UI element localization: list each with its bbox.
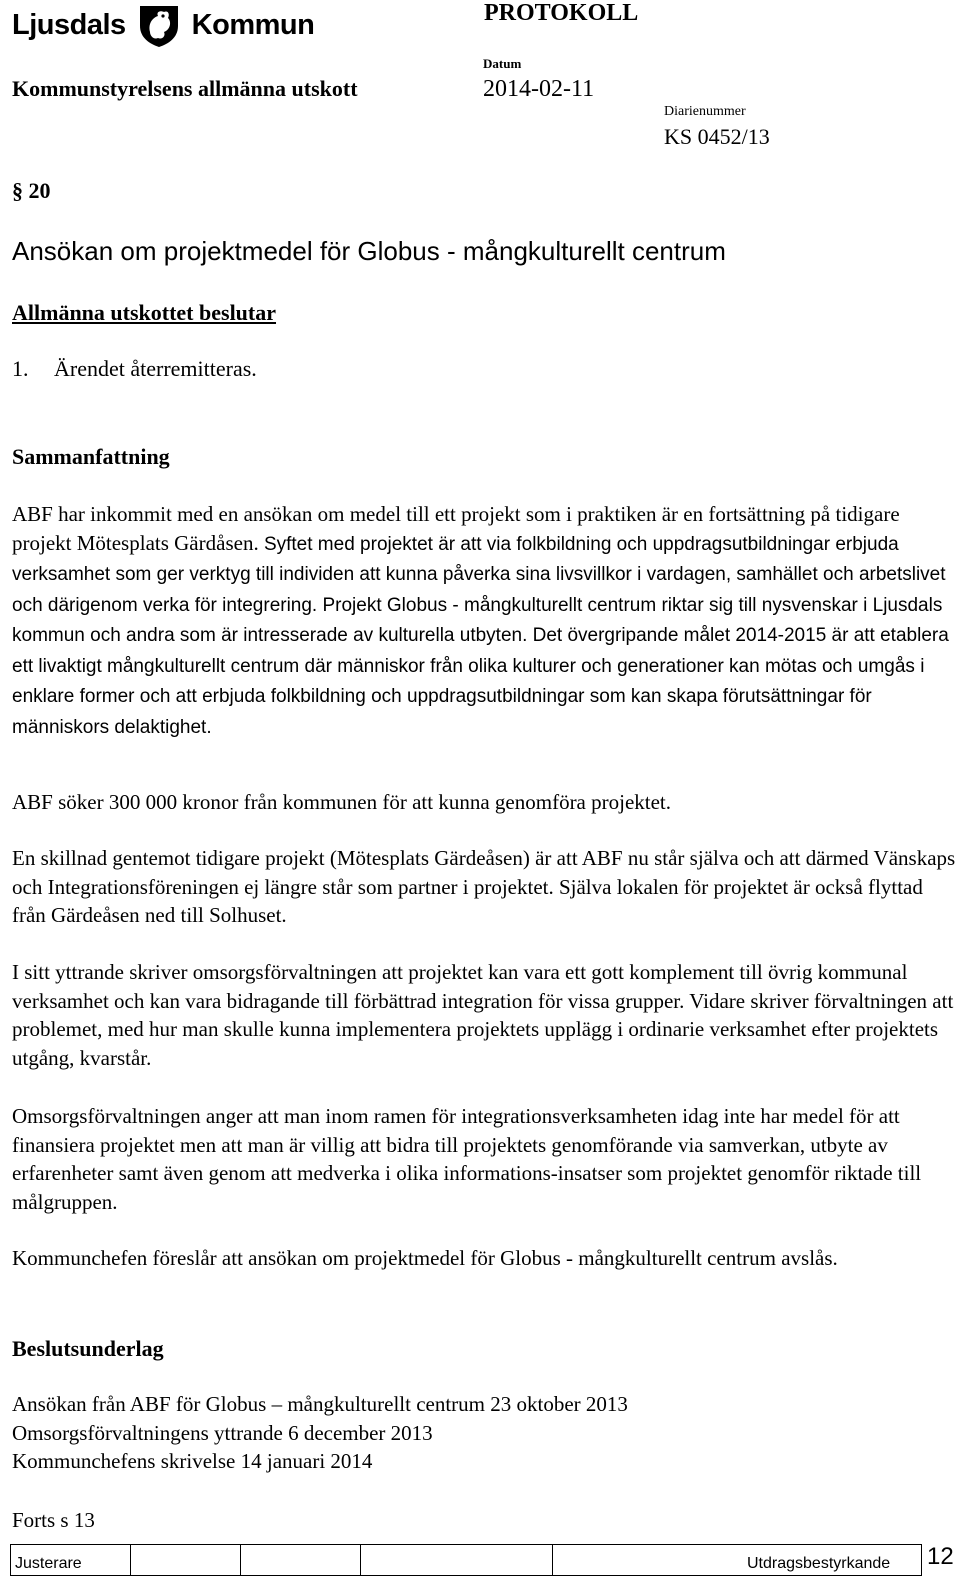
municipality-logo xyxy=(12,2,314,48)
footer-utdrag-cell xyxy=(553,1545,921,1575)
footer-signature-cell xyxy=(131,1545,241,1575)
summary-paragraph-2: ABF söker 300 000 kronor från kommunen för att kunna genomföra projektet. xyxy=(12,790,672,814)
footer-signature-cell xyxy=(361,1545,553,1575)
item-heading: Ansökan om projektmedel för Globus - mångkulturellt centrum xyxy=(12,236,726,266)
decision-item xyxy=(12,356,257,382)
summary-p1-rest: Syftet med projektet är att via folkbildning och uppdragsutbildningar erbjuda verksamhet som ger verktyg till individen att kunna påverka sina livsvillkor i vardagen, samhället och arbetslivet och därigenom verka för integrering. Projekt Globus - mångkulturellt centrum riktar sig till nysvenskar i Ljusdals kommun och andra som är intresserade av kulturella utbyten. xyxy=(12,533,946,646)
utdrag-label: Utdragsbestyrkande xyxy=(747,1555,891,1572)
document-type: PROTOKOLL xyxy=(484,0,639,26)
date-value: 2014-02-11 xyxy=(483,76,595,102)
registration-label: Diarienummer xyxy=(664,104,746,119)
registration-number: KS 0452/13 xyxy=(664,124,770,149)
footer-justerare-cell xyxy=(11,1545,131,1575)
basis-item: Kommunchefens skrivelse 14 januari 2014 xyxy=(12,1449,373,1473)
basis-list xyxy=(12,1390,628,1476)
logo-text-right: Kommun xyxy=(191,8,315,41)
basis-title: Beslutsunderlag xyxy=(12,1336,164,1361)
summary-p1-start: ABF har inkommit med en ansökan om medel till ett projekt som i praktiken är en fortsättning på tidigare projekt Mötesplats Gärdåsen. xyxy=(12,502,900,555)
footer-signature-cell xyxy=(241,1545,361,1575)
committee-name: Kommunstyrelsens allmänna utskott xyxy=(12,76,358,101)
paragraph-number: § 20 xyxy=(12,178,51,203)
basis-item: Omsorgsförvaltningens yttrande 6 december 2013 xyxy=(12,1420,433,1445)
continued-note: Forts s 13 xyxy=(12,1508,95,1532)
summary-paragraph-1 xyxy=(12,500,957,742)
summary-paragraph-3: En skillnad gentemot tidigare projekt (Mötesplats Gärdeåsen) är att ABF nu står själva och att därmed Vänskaps och Integrationsföreningen ej längre står som partner i projektet. Själva lokalen för projektet är också flyttad från Gärdeåsen ned till Solhuset. xyxy=(12,846,956,927)
summary-paragraph-6: Kommunchefen föreslår att ansökan om projektmedel för Globus - mångkulturellt centrum avslås. xyxy=(12,1246,838,1270)
summary-paragraph-4: I sitt yttrande skriver omsorgsförvaltningen att projektet kan vara ett gott komplement till övrig kommunal verksamhet och kan vara bidragande till förbättrad integration för vissa grupper. Vidare skriver förvaltningen att problemet, med hur man skulle kunna implementera projektets upplägg i ordinarie verksamhet efter projektets utgång, kvarstår. xyxy=(12,960,954,1070)
summary-paragraph-5: Omsorgsförvaltningen anger att man inom ramen för integrationsverksamheten idag inte har medel för att finansiera projektet men att man är villig att bidra till projektets genomförande via samverkan, utbyte av erfarenheter samt även genom att medverka i olika informations-insatser som projektet genomför riktade till målgruppen. xyxy=(12,1104,922,1214)
coat-of-arms-icon xyxy=(136,2,182,48)
basis-item: Ansökan från ABF för Globus – mångkulturellt centrum 23 oktober 2013 xyxy=(12,1392,628,1416)
decision-text: Ärendet återremitteras. xyxy=(54,356,257,381)
summary-p1-end: Det övergripande målet 2014-2015 är att etablera ett livaktigt mångkulturellt centrum där människor från olika kulturer och generationer kan mötas och umgås i enklare former och att erbjuda folkbildning och uppdragsutbildningar som kan skapa förutsättningar för människors delaktighet. xyxy=(12,625,949,738)
decision-heading: Allmänna utskottet beslutar xyxy=(12,300,277,325)
justerare-label: Justerare xyxy=(15,1555,82,1572)
page-number: 12 xyxy=(927,1543,954,1570)
decision-number: 1. xyxy=(12,356,29,381)
date-label: Datum xyxy=(483,56,522,71)
summary-title: Sammanfattning xyxy=(12,444,170,469)
signature-footer xyxy=(10,1544,922,1576)
logo-text-left: Ljusdals xyxy=(12,8,126,41)
